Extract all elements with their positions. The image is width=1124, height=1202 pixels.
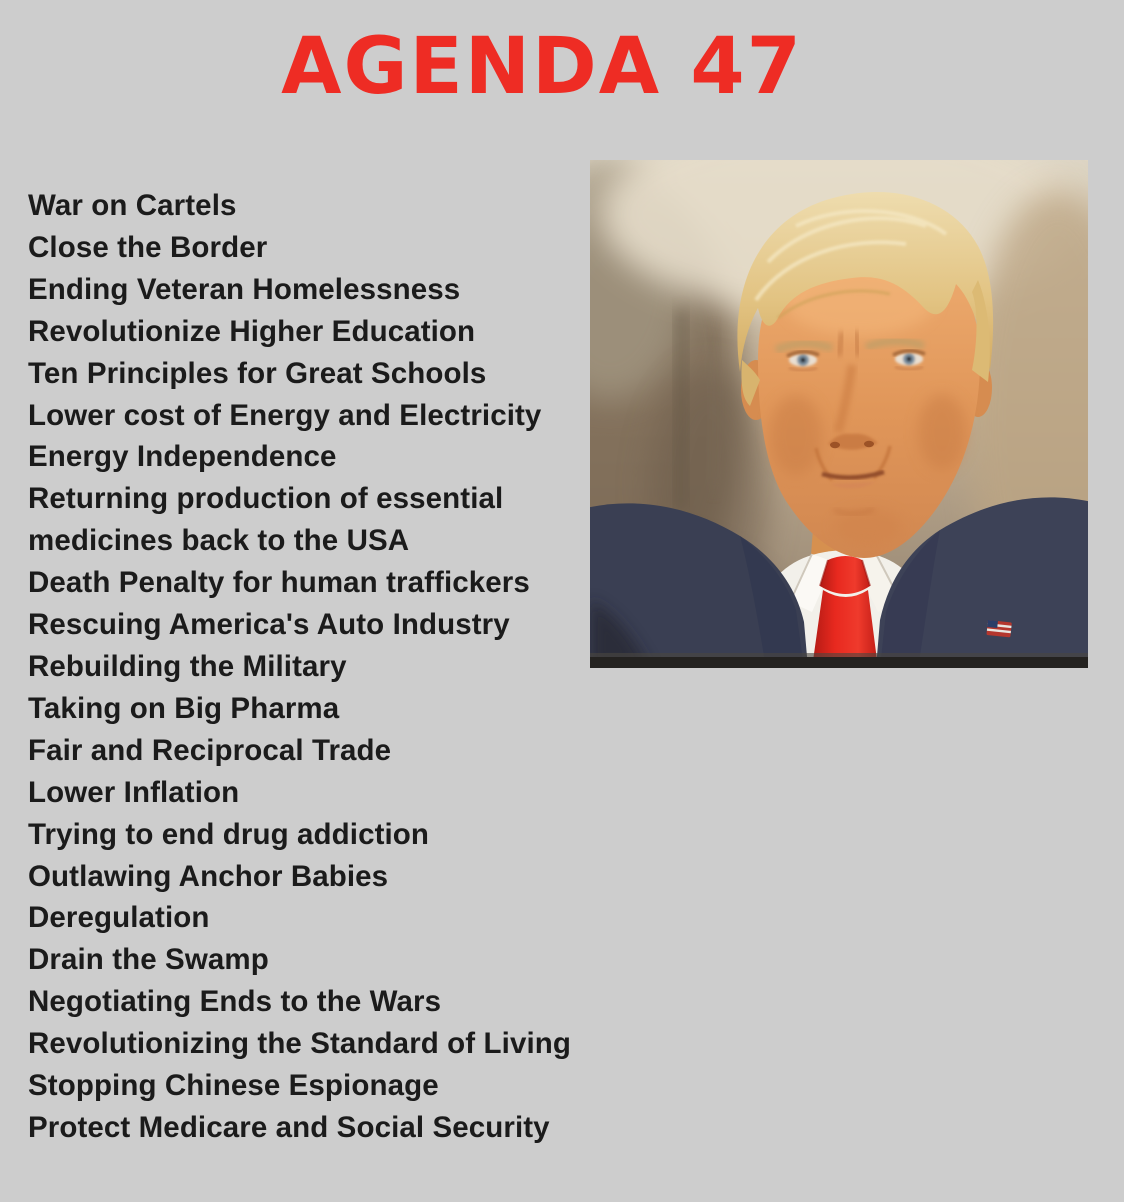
agenda-item: Death Penalty for human traffickers bbox=[28, 566, 530, 600]
agenda-item: Rebuilding the Military bbox=[28, 649, 347, 683]
agenda-item: Lower Inflation bbox=[28, 775, 240, 809]
agenda-item: Rescuing America's Auto Industry bbox=[28, 608, 510, 642]
agenda-item: Revolutionize Higher Education bbox=[28, 314, 476, 348]
agenda-item: Deregulation bbox=[28, 901, 210, 935]
agenda-item: Energy Independence bbox=[28, 440, 337, 474]
agenda-item: Fair and Reciprocal Trade bbox=[28, 733, 392, 767]
agenda-item: Stopping Chinese Espionage bbox=[28, 1069, 439, 1103]
agenda-item: Negotiating Ends to the Wars bbox=[28, 985, 442, 1019]
flag-pin-icon bbox=[986, 620, 1011, 637]
agenda-item: War on Cartels bbox=[28, 189, 237, 222]
agenda-item: Trying to end drug addiction bbox=[28, 817, 430, 851]
agenda-item: Protect Medicare and Social Security bbox=[28, 1110, 550, 1144]
trump-portrait-photo bbox=[590, 160, 1088, 668]
photo-bottom-band bbox=[590, 653, 1088, 668]
agenda-item: Taking on Big Pharma bbox=[28, 691, 340, 725]
agenda-item: Drain the Swamp bbox=[28, 943, 269, 977]
agenda-item: Returning production of essential bbox=[28, 482, 504, 516]
agenda-list bbox=[28, 185, 648, 1149]
agenda-item: Outlawing Anchor Babies bbox=[28, 859, 389, 893]
portrait-illustration bbox=[590, 160, 1088, 668]
poster-title: AGENDA 47 bbox=[281, 22, 803, 112]
agenda-item: Close the Border bbox=[28, 230, 268, 264]
agenda-item: Revolutionizing the Standard of Living bbox=[28, 1027, 571, 1061]
agenda-item: medicines back to the USA bbox=[28, 524, 410, 558]
agenda-item: Ten Principles for Great Schools bbox=[28, 356, 487, 390]
agenda-item: Lower cost of Energy and Electricity bbox=[28, 398, 542, 432]
agenda-item: Ending Veteran Homelessness bbox=[28, 272, 461, 306]
